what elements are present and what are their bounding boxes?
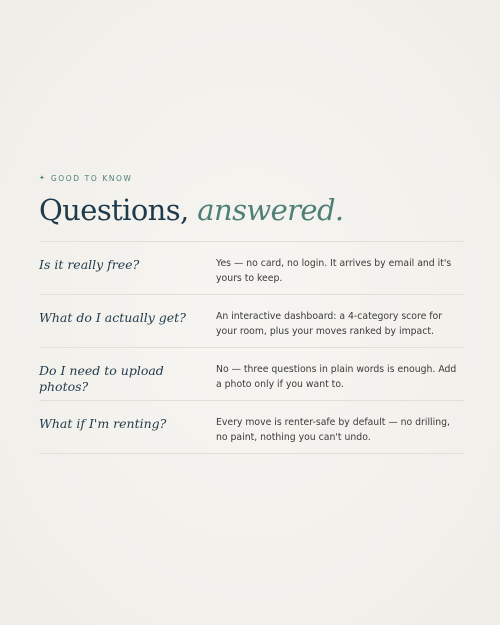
page-title bbox=[39, 192, 464, 228]
faq-item-photos bbox=[39, 348, 464, 401]
faq-answer: Yes — no card, no login. It arrives by email and it's yours to keep. bbox=[216, 258, 452, 284]
faq-question: Do I need to upload photos? bbox=[39, 363, 164, 394]
faq-question: What do I actually get? bbox=[39, 310, 186, 325]
faq-answer: No — three questions in plain words is enough. Add a photo only if you want to. bbox=[216, 364, 457, 390]
faq-list bbox=[39, 241, 464, 454]
sparkle-icon: ✦ bbox=[39, 174, 45, 182]
faq-question: Is it really free? bbox=[39, 257, 140, 272]
title-text: Questions, bbox=[39, 193, 189, 227]
title-accent: answered. bbox=[197, 193, 344, 227]
faq-item-renting bbox=[39, 401, 464, 454]
faq-answer: Every move is renter-safe by default — no drilling, no paint, nothing you can't undo. bbox=[216, 417, 450, 443]
eyebrow-label: GOOD TO KNOW bbox=[50, 173, 133, 183]
faq-item-what-get bbox=[39, 295, 464, 348]
faq-item-free bbox=[39, 242, 464, 295]
faq-answer: An interactive dashboard: a 4-category score for your room, plus your moves ranked by impact. bbox=[216, 311, 443, 337]
faq-section bbox=[39, 172, 464, 454]
eyebrow bbox=[39, 172, 464, 184]
faq-question: What if I'm renting? bbox=[39, 416, 167, 431]
